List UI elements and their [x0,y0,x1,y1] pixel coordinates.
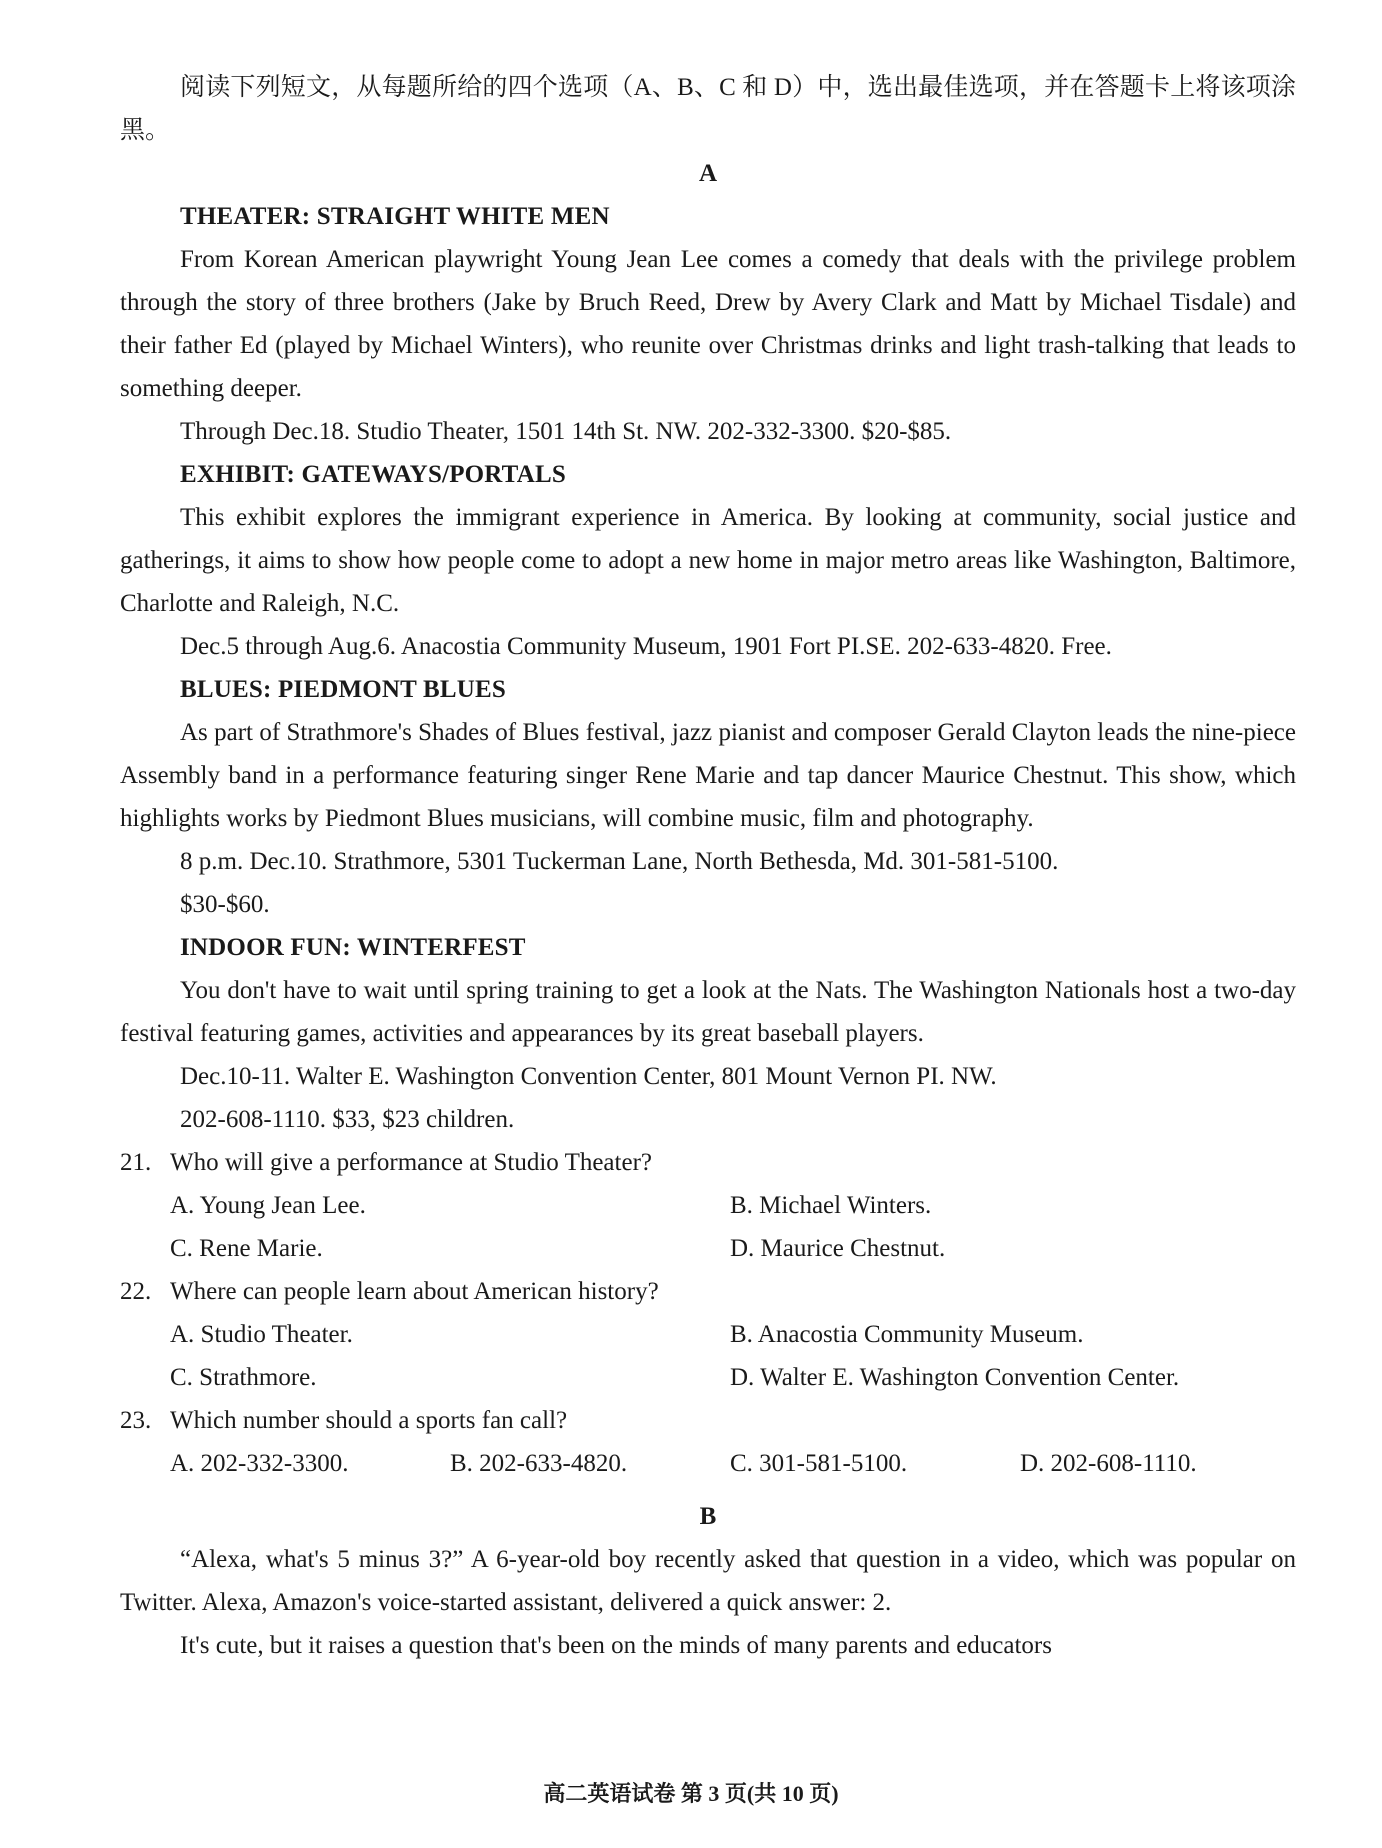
option-c[interactable]: C. 301-581-5100. [730,1450,908,1477]
section-b-paragraph: It's cute, but it raises a question that's been on the minds of many parents and educators [180,1632,1052,1659]
option-a[interactable]: A. Studio Theater. [170,1321,353,1348]
question-text: Where can people learn about American history? [170,1278,659,1305]
event-theater [120,195,1296,453]
option-a[interactable]: A. 202-332-3300. [170,1450,349,1477]
event-heading: EXHIBIT: GATEWAYS/PORTALS [180,461,566,488]
event-info: Dec.5 through Aug.6. Anacostia Community Museum, 1901 Fort PI.SE. 202-633-4820. Free. [180,633,1112,660]
event-body: From Korean American playwright Young Jean Lee comes a comedy that deals with the privilege problem through the story of three brothers (Jake by Bruch Reed, Drew by Avery Clark and Matt by Michael Tisdale) and their father Ed (played by Michael Winters), who reunite over Christmas drinks and light trash-talking that leads to something deeper. [120,246,1296,402]
page-footer: 高二英语试卷 第 3 页(共 10 页) [543,1781,839,1806]
option-d[interactable]: D. Maurice Chestnut. [730,1235,946,1262]
question-number: 22. [120,1278,152,1305]
question-21 [120,1141,1296,1270]
question-options [170,1442,1296,1485]
event-body: As part of Strathmore's Shades of Blues festival, jazz pianist and composer Gerald Clayton leads the nine-piece Assembly band in a performance featuring singer Rene Marie and tap dancer Maurice Chestnut. This show, which highlights works by Piedmont Blues musicians, will combine music, film and photography. [120,719,1296,832]
section-a-letter: A [698,160,718,187]
event-info: Dec.10-11. Walter E. Washington Convention Center, 801 Mount Vernon PI. NW. [180,1063,997,1090]
question-22 [120,1270,1296,1399]
question-number: 21. [120,1149,152,1176]
event-heading: THEATER: STRAIGHT WHITE MEN [180,203,610,230]
event-blues [120,668,1296,926]
event-info: 8 p.m. Dec.10. Strathmore, 5301 Tuckerman Lane, North Bethesda, Md. 301-581-5100. [180,848,1059,875]
option-c[interactable]: C. Rene Marie. [170,1235,323,1262]
event-body: This exhibit explores the immigrant experience in America. By looking at community, social justice and gatherings, it aims to show how people come to adopt a new home in major metro areas like Washington, Baltimore, Charlotte and Raleigh, N.C. [120,504,1296,617]
event-exhibit [120,453,1296,668]
question-text: Which number should a sports fan call? [170,1407,568,1434]
option-d[interactable]: D. Walter E. Washington Convention Center. [730,1364,1180,1391]
event-heading: INDOOR FUN: WINTERFEST [180,934,526,961]
question-number: 23. [120,1407,152,1434]
exam-page [120,66,1296,1667]
event-info-cont: 202-608-1110. $33, $23 children. [180,1106,515,1133]
question-options [170,1184,1296,1270]
option-b[interactable]: B. Anacostia Community Museum. [730,1321,1084,1348]
option-a[interactable]: A. Young Jean Lee. [170,1192,366,1219]
option-b[interactable]: B. Michael Winters. [730,1192,932,1219]
event-heading: BLUES: PIEDMONT BLUES [180,676,507,703]
event-body: You don't have to wait until spring training to get a look at the Nats. The Washington Nationals host a two-day festival featuring games, activities and appearances by its great baseball players. [120,977,1296,1047]
event-info-cont: $30-$60. [180,891,270,918]
question-options [170,1313,1296,1399]
section-b-letter: B [699,1503,717,1530]
event-indoor-fun [120,926,1296,1141]
instructions: 阅读下列短文，从每题所给的四个选项（A、B、C 和 D）中，选出最佳选项，并在答题卡上将该项涂黑。 [120,74,1296,144]
section-b-paragraph: “Alexa, what's 5 minus 3?” A 6-year-old boy recently asked that question in a video, which was popular on Twitter. Alexa, Amazon's voice-started assistant, delivered a quick answer: 2. [120,1546,1296,1616]
event-info: Through Dec.18. Studio Theater, 1501 14th St. NW. 202-332-3300. $20-$85. [180,418,952,445]
question-text: Who will give a performance at Studio Theater? [170,1149,652,1176]
question-23 [120,1399,1296,1485]
option-c[interactable]: C. Strathmore. [170,1364,317,1391]
option-b[interactable]: B. 202-633-4820. [450,1450,628,1477]
option-d[interactable]: D. 202-608-1110. [1020,1450,1197,1477]
